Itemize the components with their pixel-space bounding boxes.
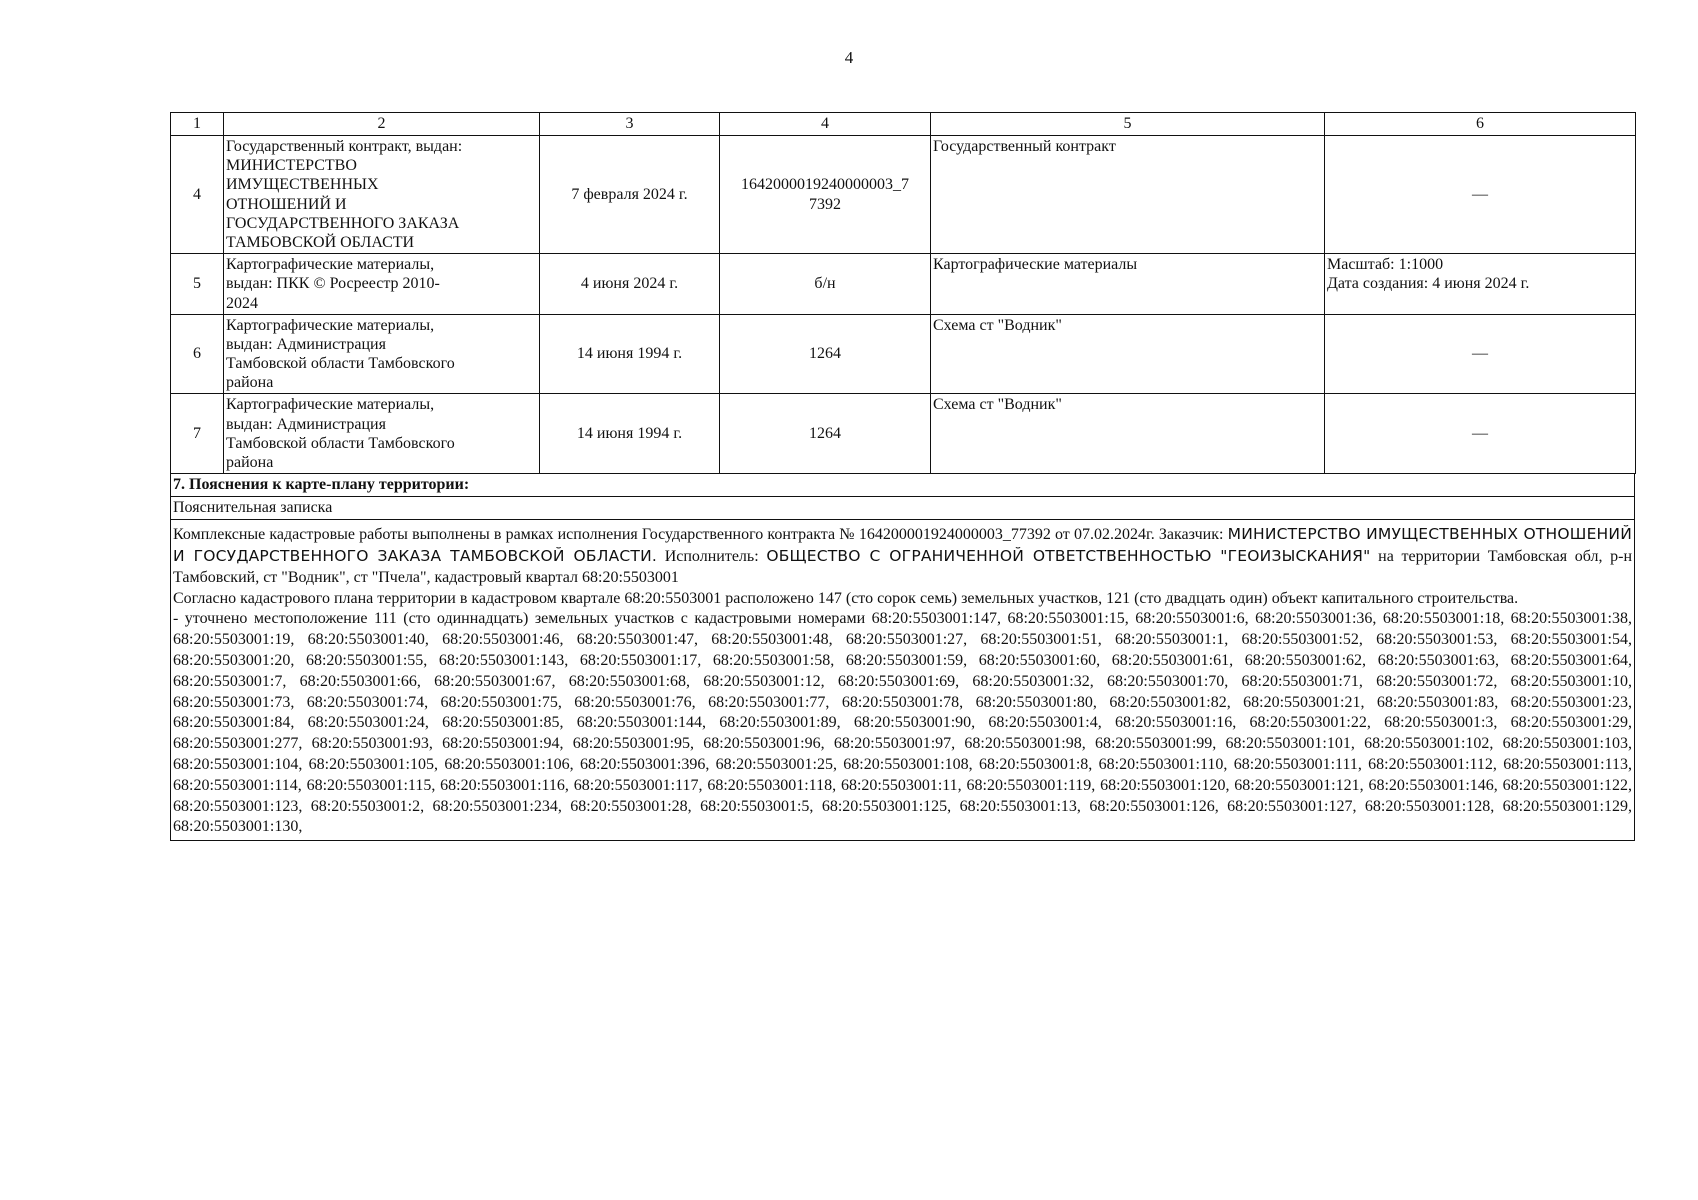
text-line: 2024 bbox=[226, 294, 258, 312]
text-line: района bbox=[226, 454, 274, 471]
document-number bbox=[720, 314, 931, 394]
text-line: выдан: ПКК © Росреестр 2010- bbox=[226, 275, 440, 293]
document-name: Государственный контракт bbox=[931, 136, 1325, 254]
document-date: 14 июня 1994 г. bbox=[540, 314, 720, 394]
document-source bbox=[224, 254, 540, 315]
text-line: ИМУЩЕСТВЕННЫХ bbox=[226, 176, 379, 194]
column-header: 1 bbox=[171, 113, 224, 136]
customer-name: МИНИСТЕРСТВО ИМУЩЕСТВЕННЫХ ОТНОШЕНИЙ И ГОСУДАРСТВЕННОГО ЗАКАЗА ТАМБОВСКОЙ ОБЛАСТИ. bbox=[173, 525, 1633, 565]
documents-table bbox=[170, 112, 1636, 474]
text-line: выдан: Администрация bbox=[226, 415, 386, 433]
column-header: 4 bbox=[720, 113, 931, 136]
note-text: Комплексные кадастровые работы выполнены в рамках исполнения Государственного контракта № 164200001924000003_77392 от 07.02.2024г. Заказчик: bbox=[173, 526, 1224, 544]
text-line: б/н bbox=[814, 275, 836, 293]
table-header-row bbox=[171, 113, 1636, 136]
row-number: 5 bbox=[171, 254, 224, 315]
note-text: на территории Тамбовская обл, р-н Тамбовский, ст "Водник", ст "Пчела", кадастровый квартал 68:20:5503001 bbox=[173, 547, 1633, 586]
document-extra bbox=[1325, 314, 1636, 394]
column-header: 3 bbox=[540, 113, 720, 136]
text-line: 1264 bbox=[809, 345, 841, 363]
table-row bbox=[171, 314, 1636, 394]
table-row bbox=[171, 136, 1636, 254]
document-number bbox=[720, 394, 931, 474]
document-name: Схема ст "Водник" bbox=[931, 394, 1325, 474]
text-line: Картографические материалы, bbox=[226, 396, 435, 414]
text-line: Масштаб: 1:1000 bbox=[1327, 256, 1444, 274]
document-source bbox=[224, 314, 540, 394]
row-number: 7 bbox=[171, 394, 224, 474]
document-extra bbox=[1325, 136, 1636, 254]
text-line: района bbox=[226, 374, 274, 392]
page-number: 4 bbox=[844, 48, 854, 67]
document-source bbox=[224, 136, 540, 254]
document-extra bbox=[1325, 394, 1636, 474]
text-line: Картографические материалы, bbox=[226, 316, 435, 334]
text-line: МИНИСТЕРСТВО bbox=[226, 157, 357, 175]
table-row bbox=[171, 254, 1636, 315]
text-line: Дата создания: 4 июня 2024 г. bbox=[1327, 275, 1530, 293]
document-name: Картографические материалы bbox=[931, 254, 1325, 315]
document-date: 4 июня 2024 г. bbox=[540, 254, 720, 315]
text-line: ТАМБОВСКОЙ ОБЛАСТИ bbox=[226, 233, 415, 251]
note-paragraph-contract bbox=[173, 524, 1632, 588]
row-number: 4 bbox=[171, 136, 224, 254]
column-header: 5 bbox=[931, 113, 1325, 136]
text-line: ОТНОШЕНИЙ И bbox=[226, 195, 347, 213]
document-extra bbox=[1325, 254, 1636, 315]
note-paragraph-summary: Согласно кадастрового плана территории в кадастровом квартале 68:20:5503001 расположено 147 (сто сорок семь) земельных участков, 121 (сто двадцать один) объект капитального строительства. bbox=[173, 589, 1519, 607]
column-header: 6 bbox=[1325, 113, 1636, 136]
document-source bbox=[224, 394, 540, 474]
document-number bbox=[720, 136, 931, 254]
text-line: 7392 bbox=[809, 195, 841, 213]
document-body bbox=[170, 112, 1635, 841]
document-date: 14 июня 1994 г. bbox=[540, 394, 720, 474]
note-text: Исполнитель: bbox=[664, 547, 759, 565]
section-title: 7. Пояснения к карте-плану территории: bbox=[170, 474, 1635, 497]
text-line: — bbox=[1472, 425, 1488, 443]
table-row bbox=[171, 394, 1636, 474]
row-number: 6 bbox=[171, 314, 224, 394]
text-line: 1264 bbox=[809, 425, 841, 443]
text-line: 1642000019240000003_7 bbox=[741, 176, 909, 194]
column-header: 2 bbox=[224, 113, 540, 136]
contractor-name: ОБЩЕСТВО С ОГРАНИЧЕННОЙ ОТВЕТСТВЕННОСТЬЮ "ГЕОИЗЫСКАНИЯ" bbox=[766, 546, 1371, 565]
text-line: Тамбовской области Тамбовского bbox=[226, 355, 455, 373]
text-line: выдан: Администрация bbox=[226, 335, 386, 353]
document-date: 7 февраля 2024 г. bbox=[540, 136, 720, 254]
text-line: — bbox=[1472, 185, 1488, 203]
document-number bbox=[720, 254, 931, 315]
text-line: ГОСУДАРСТВЕННОГО ЗАКАЗА bbox=[226, 214, 460, 232]
document-name: Схема ст "Водник" bbox=[931, 314, 1325, 394]
section-subtitle: Пояснительная записка bbox=[170, 497, 1635, 520]
text-line: Картографические материалы, bbox=[226, 256, 435, 274]
explanatory-note bbox=[170, 520, 1635, 841]
text-line: — bbox=[1472, 345, 1488, 363]
text-line: Государственный контракт, выдан: bbox=[226, 138, 463, 155]
text-line: Тамбовской области Тамбовского bbox=[226, 434, 455, 452]
note-paragraph-parcels: - уточнено местоположение 111 (сто одиннадцать) земельных участков с кадастровыми номерами 68:20:5503001:147, 68:20:5503001:15, 68:20:5503001:6, 68:20:5503001:36, 68:20:5503001:18, 68:20:5503001:38, 68:20:5503001:19, 68:20:5503001:40, 68:20:5503001:46, 68:20:5503001:47, 68:20:5503001:48, 68:20:5503001:27, 68:20:5503001:51, 68:20:5503001:1, 68:20:5503001:52, 68:20:5503001:53, 68:20:5503001:54, 68:20:5503001:20, 68:20:5503001:55, 68:20:5503001:143, 68:20:5503001:17, 68:20:5503001:58, 68:20:5503001:59, 68:20:5503001:60, 68:20:5503001:61, 68:20:5503001:62, 68:20:5503001:63, 68:20:5503001:64, 68:20:5503001:7, 68:20:5503001:66, 68:20:5503001:67, 68:20:5503001:68, 68:20:5503001:12, 68:20:5503001:69, 68:20:5503001:32, 68:20:5503001:70, 68:20:5503001:71, 68:20:5503001:72, 68:20:5503001:10, 68:20:5503001:73, 68:20:5503001:74, 68:20:5503001:75, 68:20:5503001:76, 68:20:5503001:77, 68:20:5503001:78, 68:20:5503001:80, 68:20:5503001:82, 68:20:5503001:21, 68:20:5503001:83, 68:20:5503001:23, 68:20:5503001:84, 68:20:5503001:24, 68:20:5503001:85, 68:20:5503001:144, 68:20:5503001:89, 68:20:5503001:90, 68:20:5503001:4, 68:20:5503001:16, 68:20:5503001:22, 68:20:5503001:3, 68:20:5503001:29, 68:20:5503001:277, 68:20:5503001:93, 68:20:5503001:94, 68:20:5503001:95, 68:20:5503001:96, 68:20:5503001:97, 68:20:5503001:98, 68:20:5503001:99, 68:20:5503001:101, 68:20:5503001:102, 68:20:5503001:103, 68:20:5503001:104, 68:20:5503001:105, 68:20:5503001:106, 68:20:5503001:396, 68:20:5503001:25, 68:20:5503001:108, 68:20:5503001:8, 68:20:5503001:110, 68:20:5503001:111, 68:20:5503001:112, 68:20:5503001:113, 68:20:5503001:114, 68:20:5503001:115, 68:20:5503001:116, 68:20:5503001:117, 68:20:5503001:118, 68:20:5503001:11, 68:20:5503001:119, 68:20:5503001:120, 68:20:5503001:121, 68:20:5503001:146, 68:20:5503001:122, 68:20:5503001:123, 68:20:5503001:2, 68:20:5503001:234, 68:20:5503001:28, 68:20:5503001:5, 68:20:5503001:125, 68:20:5503001:13, 68:20:5503001:126, 68:20:5503001:127, 68:20:5503001:128, 68:20:5503001:129, 68:20:5503001:130, bbox=[173, 610, 1632, 836]
